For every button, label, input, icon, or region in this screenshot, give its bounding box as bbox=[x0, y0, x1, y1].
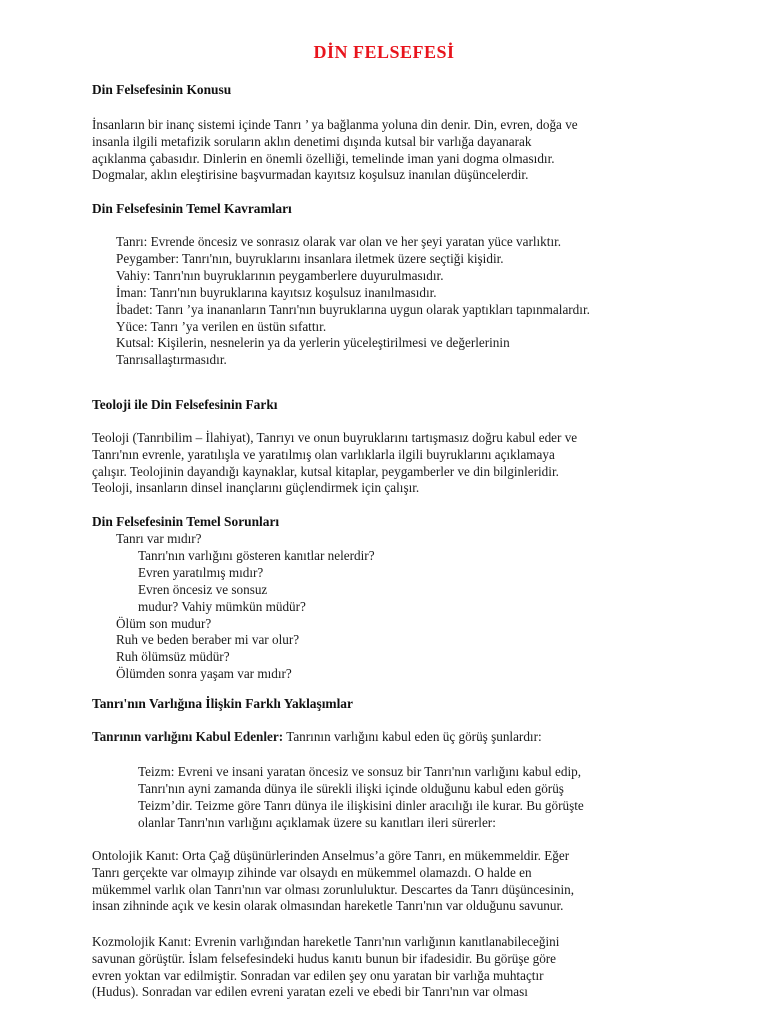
text-line: insan zihninde açık ve kesin olarak olmasından hareketle Tanrı'nın var olduğunu savunur. bbox=[92, 898, 564, 914]
text-line: Dogmalar, aklın eleştirisine başvurmadan kayıtsız koşulsuz inanılan düşüncelerdir. bbox=[92, 167, 529, 183]
list-item: Tanrısallaştırmasıdır. bbox=[116, 352, 227, 368]
text-line bbox=[92, 729, 692, 746]
heading-temel-sorunlar: Din Felsefesinin Temel Sorunları bbox=[92, 514, 280, 529]
text-line: (Hudus). Sonradan var edilen evreni yaratan ezeli ve ebedi bir Tanrı'nın var olması bbox=[92, 984, 528, 1000]
list-item: Peygamber: Tanrı'nın, buyruklarını insanlara iletmek üzere seçtiği kişidir. bbox=[116, 250, 504, 266]
list-kavramlar bbox=[116, 234, 590, 369]
list-item: Ruh ve beden beraber mi var olur? bbox=[116, 632, 300, 648]
kabul-edenler-label: Tanrının varlığını Kabul Edenler: bbox=[92, 729, 284, 744]
text-line: evren yoktan var edilmiştir. Sonradan var edilen şey onu yaratan bir varlığa muhtaçtır bbox=[92, 967, 544, 983]
list-item: İbadet: Tanrı ’ya inananların Tanrı'nın buyruklarına uygun olarak yaptıkları tapınmalardır. bbox=[116, 301, 590, 317]
heading-teoloji-farki: Teoloji ile Din Felsefesinin Farkı bbox=[92, 397, 278, 412]
heading-temel-kavramlar: Din Felsefesinin Temel Kavramları bbox=[92, 201, 292, 216]
text-line: insanla ilgili metafizik soruların aklın denetimi dışında kutsal bir varlığa dayanarak bbox=[92, 133, 532, 149]
document-title: DİN FELSEFESİ bbox=[313, 42, 455, 62]
text-line: savunan görüştür. İslam felsefesindeki hudus kanıtı bunun bir ifadesidir. Bu görüşe göre bbox=[92, 950, 557, 966]
list-item: Ölüm son mudur? bbox=[116, 615, 212, 631]
list-item: Ruh ölümsüz müdür? bbox=[116, 649, 230, 665]
text-line: Teoloji, insanların dinsel inançlarını güçlendirmek için çalışır. bbox=[92, 480, 420, 496]
list-item-sub: Tanrı'nın varlığını gösteren kanıtlar nelerdir? bbox=[138, 547, 375, 563]
list-item-sub: Evren öncesiz ve sonsuz bbox=[138, 581, 268, 597]
paragraph-konusu bbox=[92, 117, 692, 184]
list-item: İman: Tanrı'nın buyruklarına kayıtsız koşulsuz inanılmasıdır. bbox=[116, 284, 437, 300]
text-line: Teizm’dir. Teizme göre Tanrı dünya ile ilişkisini dinler aracılığı ile kurar. Bu görüşte bbox=[138, 797, 584, 813]
list-item: Vahiy: Tanrı'nın buyruklarının peygamberlere duyurulmasıdır. bbox=[116, 267, 444, 283]
list-sorunlar bbox=[116, 531, 375, 683]
paragraph-teoloji bbox=[92, 430, 692, 497]
paragraph-kabul-edenler bbox=[92, 729, 692, 746]
list-item-sub: mudur? Vahiy mümkün müdür? bbox=[138, 598, 306, 614]
text-line: Tanrı'nın ayni zamanda dünya ile sürekli ilişki içinde olduğunu kabul eden görüş bbox=[138, 780, 564, 796]
text-line: Teizm: Evreni ve insani yaratan öncesiz ve sonsuz bir Tanrı'nın varlığını kabul edip, bbox=[138, 764, 582, 779]
text-line: açıklanma çabasıdır. Dinlerin en önemli özelliği, temelinde iman yani dogma olmasıdır. bbox=[92, 150, 555, 166]
list-item: Ölümden sonra yaşam var mıdır? bbox=[116, 666, 292, 682]
paragraph-teizm bbox=[138, 764, 584, 832]
text-line: Tanrı'nın evrenle, yaratılışla ve yaratılmış olan varlıklarla ilgili buyruklarını açıklamaya bbox=[92, 446, 555, 462]
list-item: Tanrı var mıdır? bbox=[116, 531, 202, 546]
text-line: Ontolojik Kanıt: Orta Çağ düşünürlerinden Anselmus’a göre Tanrı, en mükemmeldir. Eğer bbox=[92, 848, 570, 863]
paragraph-ontolojik-kanit bbox=[92, 848, 692, 915]
kabul-edenler-text: Tanrının varlığını kabul eden üç görüş şunlardır: bbox=[283, 729, 542, 744]
text-line: İnsanların bir inanç sistemi içinde Tanrı ’ ya bağlanma yoluna din denir. Din, evren, doğa ve bbox=[92, 117, 578, 132]
text-line: olanlar Tanrı'nın varlığını açıklamak üzere su kanıtları ileri sürerler: bbox=[138, 814, 496, 830]
heading-farkli-yaklasimlar: Tanrı'nın Varlığına İlişkin Farklı Yaklaşımlar bbox=[92, 696, 353, 711]
text-line: Kozmolojik Kanıt: Evrenin varlığından hareketle Tanrı'nın varlığının kanıtlanabileceğini bbox=[92, 934, 560, 949]
heading-din-felsefesinin-konusu: Din Felsefesinin Konusu bbox=[92, 82, 232, 97]
text-line: mükemmel varlık olan Tanrı'nın var olması zorunluluktur. Descartes da Tanrı düşüncesinin, bbox=[92, 881, 575, 897]
list-item: Tanrı: Evrende öncesiz ve sonrasız olarak var olan ve her şeyi yaratan yüce varlıktır. bbox=[116, 234, 562, 249]
paragraph-kozmolojik-kanit bbox=[92, 934, 692, 1001]
text-line: Teoloji (Tanrıbilim – İlahiyat), Tanrıyı ve onun buyruklarını tartışmasız doğru kabul eder ve bbox=[92, 430, 578, 445]
list-item-sub: Evren yaratılmış mıdır? bbox=[138, 564, 264, 580]
text-line: çalışır. Teolojinin dayandığı kaynaklar, kutsal kitaplar, peygamberler ve din bilginleridir. bbox=[92, 463, 559, 479]
list-item: Kutsal: Kişilerin, nesnelerin ya da yerlerin yüceleştirilmesi ve değerlerinin bbox=[116, 335, 510, 351]
text-line: Tanrı gerçekte var olmayıp zihinde var olsaydı en mükemmel olamazdı. O halde en bbox=[92, 864, 532, 880]
list-item: Yüce: Tanrı ’ya verilen en üstün sıfattır. bbox=[116, 318, 327, 334]
